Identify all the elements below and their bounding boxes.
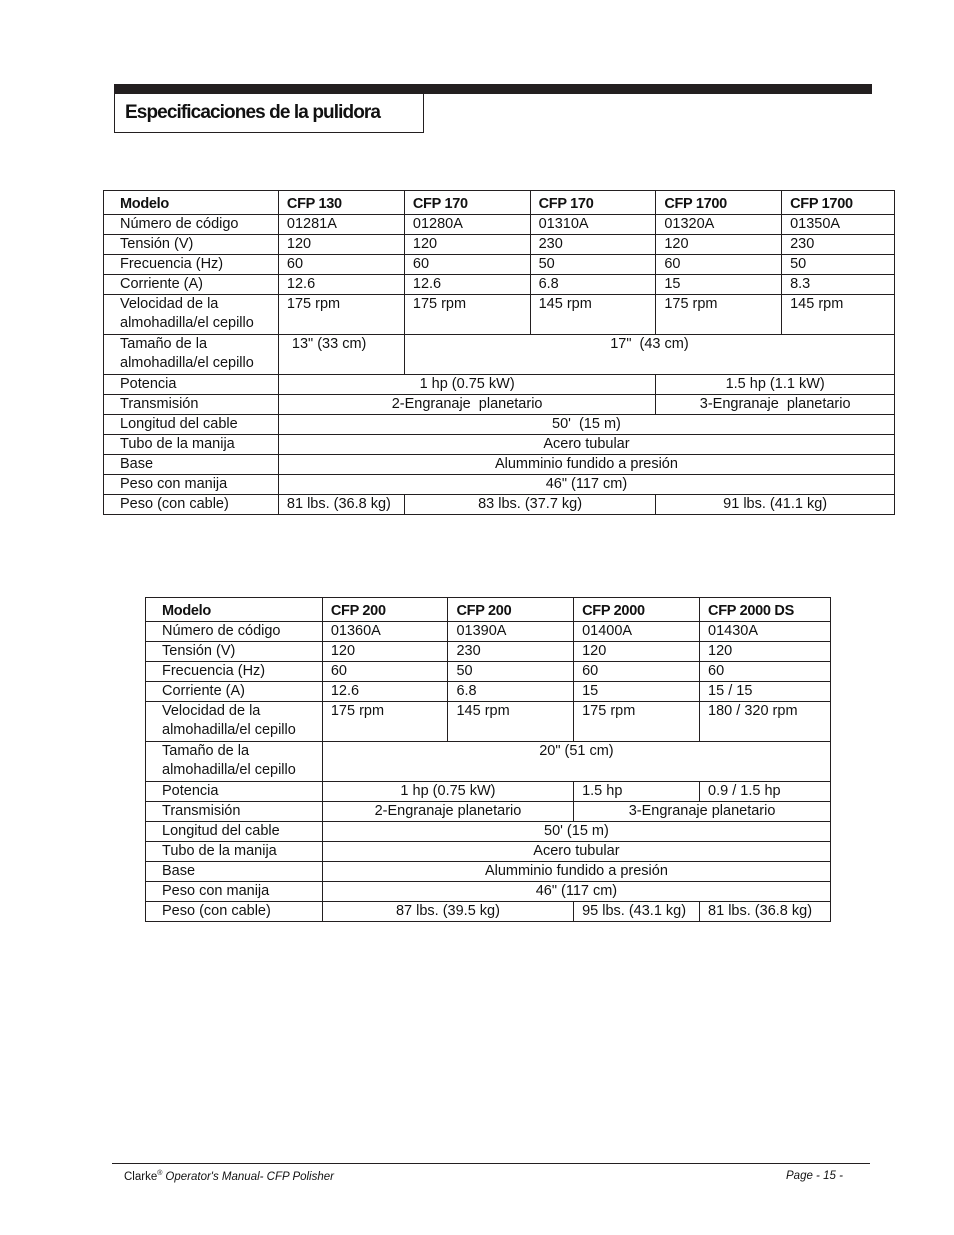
table-row xyxy=(146,742,831,782)
table-cell: 01280A xyxy=(404,215,530,235)
table-row xyxy=(146,642,831,662)
table-row xyxy=(104,415,895,435)
table-cell: 175 rpm xyxy=(278,295,404,335)
table-cell: 13" (33 cm) xyxy=(278,335,404,375)
table-cell: 6.8 xyxy=(448,682,574,702)
table-row xyxy=(104,435,895,455)
row-label xyxy=(104,335,279,375)
table-cell: 12.6 xyxy=(404,275,530,295)
table-cell: 1 hp (0.75 kW) xyxy=(322,782,573,802)
table-cell: 60 xyxy=(656,255,782,275)
row-label: Corriente (A) xyxy=(146,682,323,702)
table-cell: 120 xyxy=(322,642,448,662)
table-cell: 1.5 hp (1.1 kW) xyxy=(656,375,895,395)
section-title-box xyxy=(114,93,424,133)
row-label xyxy=(146,742,323,782)
table-cell: 17" (43 cm) xyxy=(404,335,894,375)
table-cell: Acero tubular xyxy=(278,435,894,455)
table-cell: 2-Engranaje planetario xyxy=(278,395,655,415)
table-cell: 20" (51 cm) xyxy=(322,742,830,782)
table-cell: 81 lbs. (36.8 kg) xyxy=(700,902,831,922)
table-cell: 15 xyxy=(574,682,700,702)
table-cell: Alumminio fundido a presión xyxy=(278,455,894,475)
table-cell: 145 rpm xyxy=(530,295,656,335)
table-row xyxy=(146,842,831,862)
table-cell: 60 xyxy=(278,255,404,275)
page-number: Page - 15 - xyxy=(786,1170,843,1182)
table-cell: 15 xyxy=(656,275,782,295)
row-label: Peso con manija xyxy=(104,475,279,495)
table-row xyxy=(146,782,831,802)
table-cell: 50 xyxy=(530,255,656,275)
table-cell: 01360A xyxy=(322,622,448,642)
row-label: Base xyxy=(146,862,323,882)
brand-name: Clarke xyxy=(124,1170,158,1183)
row-label: Número de código xyxy=(104,215,279,235)
table-row xyxy=(146,882,831,902)
table-cell: 81 lbs. (36.8 kg) xyxy=(278,495,404,515)
table-cell: 50 xyxy=(782,255,895,275)
table-cell: 46" (117 cm) xyxy=(278,475,894,495)
table-row xyxy=(104,335,895,375)
row-label: Tensión (V) xyxy=(104,235,279,255)
table-cell: 60 xyxy=(574,662,700,682)
table-cell: 175 rpm xyxy=(574,702,700,742)
footer-rule xyxy=(112,1163,870,1164)
table-cell: 50' (15 m) xyxy=(278,415,894,435)
row-label: Tensión (V) xyxy=(146,642,323,662)
table-cell: 91 lbs. (41.1 kg) xyxy=(656,495,895,515)
table-row xyxy=(104,475,895,495)
row-label: Peso con manija xyxy=(146,882,323,902)
table-cell: 60 xyxy=(700,662,831,682)
table-row xyxy=(104,295,895,335)
table-cell: 145 rpm xyxy=(782,295,895,335)
model-cell: CFP 170 xyxy=(404,191,530,215)
row-label xyxy=(104,295,279,335)
row-label: Tubo de la manija xyxy=(146,842,323,862)
table-cell: 120 xyxy=(700,642,831,662)
row-label-line: almohadilla/el cepillo xyxy=(162,762,296,778)
table-cell: 2-Engranaje planetario xyxy=(322,802,573,822)
row-label: Número de código xyxy=(146,622,323,642)
row-label: Frecuencia (Hz) xyxy=(146,662,323,682)
row-label: Corriente (A) xyxy=(104,275,279,295)
table-row xyxy=(146,662,831,682)
row-label xyxy=(146,702,323,742)
table-row xyxy=(104,215,895,235)
row-label: Tubo de la manija xyxy=(104,435,279,455)
table-row xyxy=(146,622,831,642)
row-label-line: almohadilla/el cepillo xyxy=(120,355,254,371)
table-cell: 12.6 xyxy=(322,682,448,702)
table-cell: 01400A xyxy=(574,622,700,642)
table-row xyxy=(104,495,895,515)
table-cell: 230 xyxy=(530,235,656,255)
table-row xyxy=(104,235,895,255)
table-cell: 120 xyxy=(574,642,700,662)
model-cell: CFP 170 xyxy=(530,191,656,215)
table-cell: 01310A xyxy=(530,215,656,235)
row-label-line: Tamaño de la xyxy=(120,336,208,352)
model-cell: CFP 200 xyxy=(448,598,574,622)
table-row xyxy=(104,375,895,395)
table-cell: 01320A xyxy=(656,215,782,235)
table-cell: 46" (117 cm) xyxy=(322,882,830,902)
model-cell: CFP 200 xyxy=(322,598,448,622)
table-cell: 3-Engranaje planetario xyxy=(656,395,895,415)
table-row xyxy=(146,682,831,702)
table-cell: 60 xyxy=(322,662,448,682)
table-cell: 180 / 320 rpm xyxy=(700,702,831,742)
table-row xyxy=(146,598,831,622)
table-cell: 95 lbs. (43.1 kg) xyxy=(574,902,700,922)
table-cell: 01350A xyxy=(782,215,895,235)
table-cell: 175 rpm xyxy=(656,295,782,335)
row-label: Potencia xyxy=(146,782,323,802)
row-label: Peso (con cable) xyxy=(146,902,323,922)
table-cell: 120 xyxy=(404,235,530,255)
row-label-line: Tamaño de la xyxy=(162,743,250,759)
table-cell: 145 rpm xyxy=(448,702,574,742)
row-label: Base xyxy=(104,455,279,475)
table-cell: 120 xyxy=(278,235,404,255)
table-cell: 8.3 xyxy=(782,275,895,295)
row-label: Frecuencia (Hz) xyxy=(104,255,279,275)
table-cell: 01281A xyxy=(278,215,404,235)
row-label-line: almohadilla/el cepillo xyxy=(162,722,296,738)
row-label-line: almohadilla/el cepillo xyxy=(120,315,254,331)
table-row xyxy=(104,395,895,415)
table-row xyxy=(104,275,895,295)
table-cell: 50 xyxy=(448,662,574,682)
table-row xyxy=(146,862,831,882)
table-cell: Alumminio fundido a presión xyxy=(322,862,830,882)
footer-manual-title xyxy=(124,1170,334,1183)
row-label: Longitud del cable xyxy=(146,822,323,842)
row-label: Potencia xyxy=(104,375,279,395)
table-cell: 175 rpm xyxy=(404,295,530,335)
table-cell: 175 rpm xyxy=(322,702,448,742)
table-row xyxy=(146,902,831,922)
table-cell: 230 xyxy=(448,642,574,662)
row-label: Longitud del cable xyxy=(104,415,279,435)
table-cell: 50' (15 m) xyxy=(322,822,830,842)
row-label: Peso (con cable) xyxy=(104,495,279,515)
table-row xyxy=(146,702,831,742)
row-label-line: Velocidad de la xyxy=(162,703,261,719)
table-cell: 12.6 xyxy=(278,275,404,295)
table-row xyxy=(146,802,831,822)
table-row xyxy=(104,191,895,215)
table-cell: 6.8 xyxy=(530,275,656,295)
table-cell: 120 xyxy=(656,235,782,255)
table-cell: 01430A xyxy=(700,622,831,642)
table-cell: 0.9 / 1.5 hp xyxy=(700,782,831,802)
table-cell: Acero tubular xyxy=(322,842,830,862)
table-cell: 1.5 hp xyxy=(574,782,700,802)
table-cell: 60 xyxy=(404,255,530,275)
table-row xyxy=(146,822,831,842)
model-cell: CFP 2000 xyxy=(574,598,700,622)
table-cell: 01390A xyxy=(448,622,574,642)
section-title: Especificaciones de la pulidora xyxy=(125,102,381,123)
spec-table-cfp-200-series xyxy=(145,597,831,922)
model-cell: CFP 1700 xyxy=(656,191,782,215)
model-cell: CFP 130 xyxy=(278,191,404,215)
spec-table-cfp-100-series xyxy=(103,190,895,515)
model-cell: CFP 1700 xyxy=(782,191,895,215)
row-label-line: Velocidad de la xyxy=(120,296,219,312)
table-cell: 3-Engranaje planetario xyxy=(574,802,831,822)
table-row xyxy=(104,255,895,275)
table-cell: 1 hp (0.75 kW) xyxy=(278,375,655,395)
row-label: Modelo xyxy=(146,598,323,622)
table-cell: 87 lbs. (39.5 kg) xyxy=(322,902,573,922)
table-cell: 230 xyxy=(782,235,895,255)
table-row xyxy=(104,455,895,475)
table-cell: 15 / 15 xyxy=(700,682,831,702)
registered-mark: ® xyxy=(157,1170,163,1177)
row-label: Transmisión xyxy=(146,802,323,822)
row-label: Modelo xyxy=(104,191,279,215)
model-cell: CFP 2000 DS xyxy=(700,598,831,622)
manual-name: Operator's Manual- CFP Polisher xyxy=(165,1170,334,1183)
table-cell: 83 lbs. (37.7 kg) xyxy=(404,495,655,515)
row-label: Transmisión xyxy=(104,395,279,415)
